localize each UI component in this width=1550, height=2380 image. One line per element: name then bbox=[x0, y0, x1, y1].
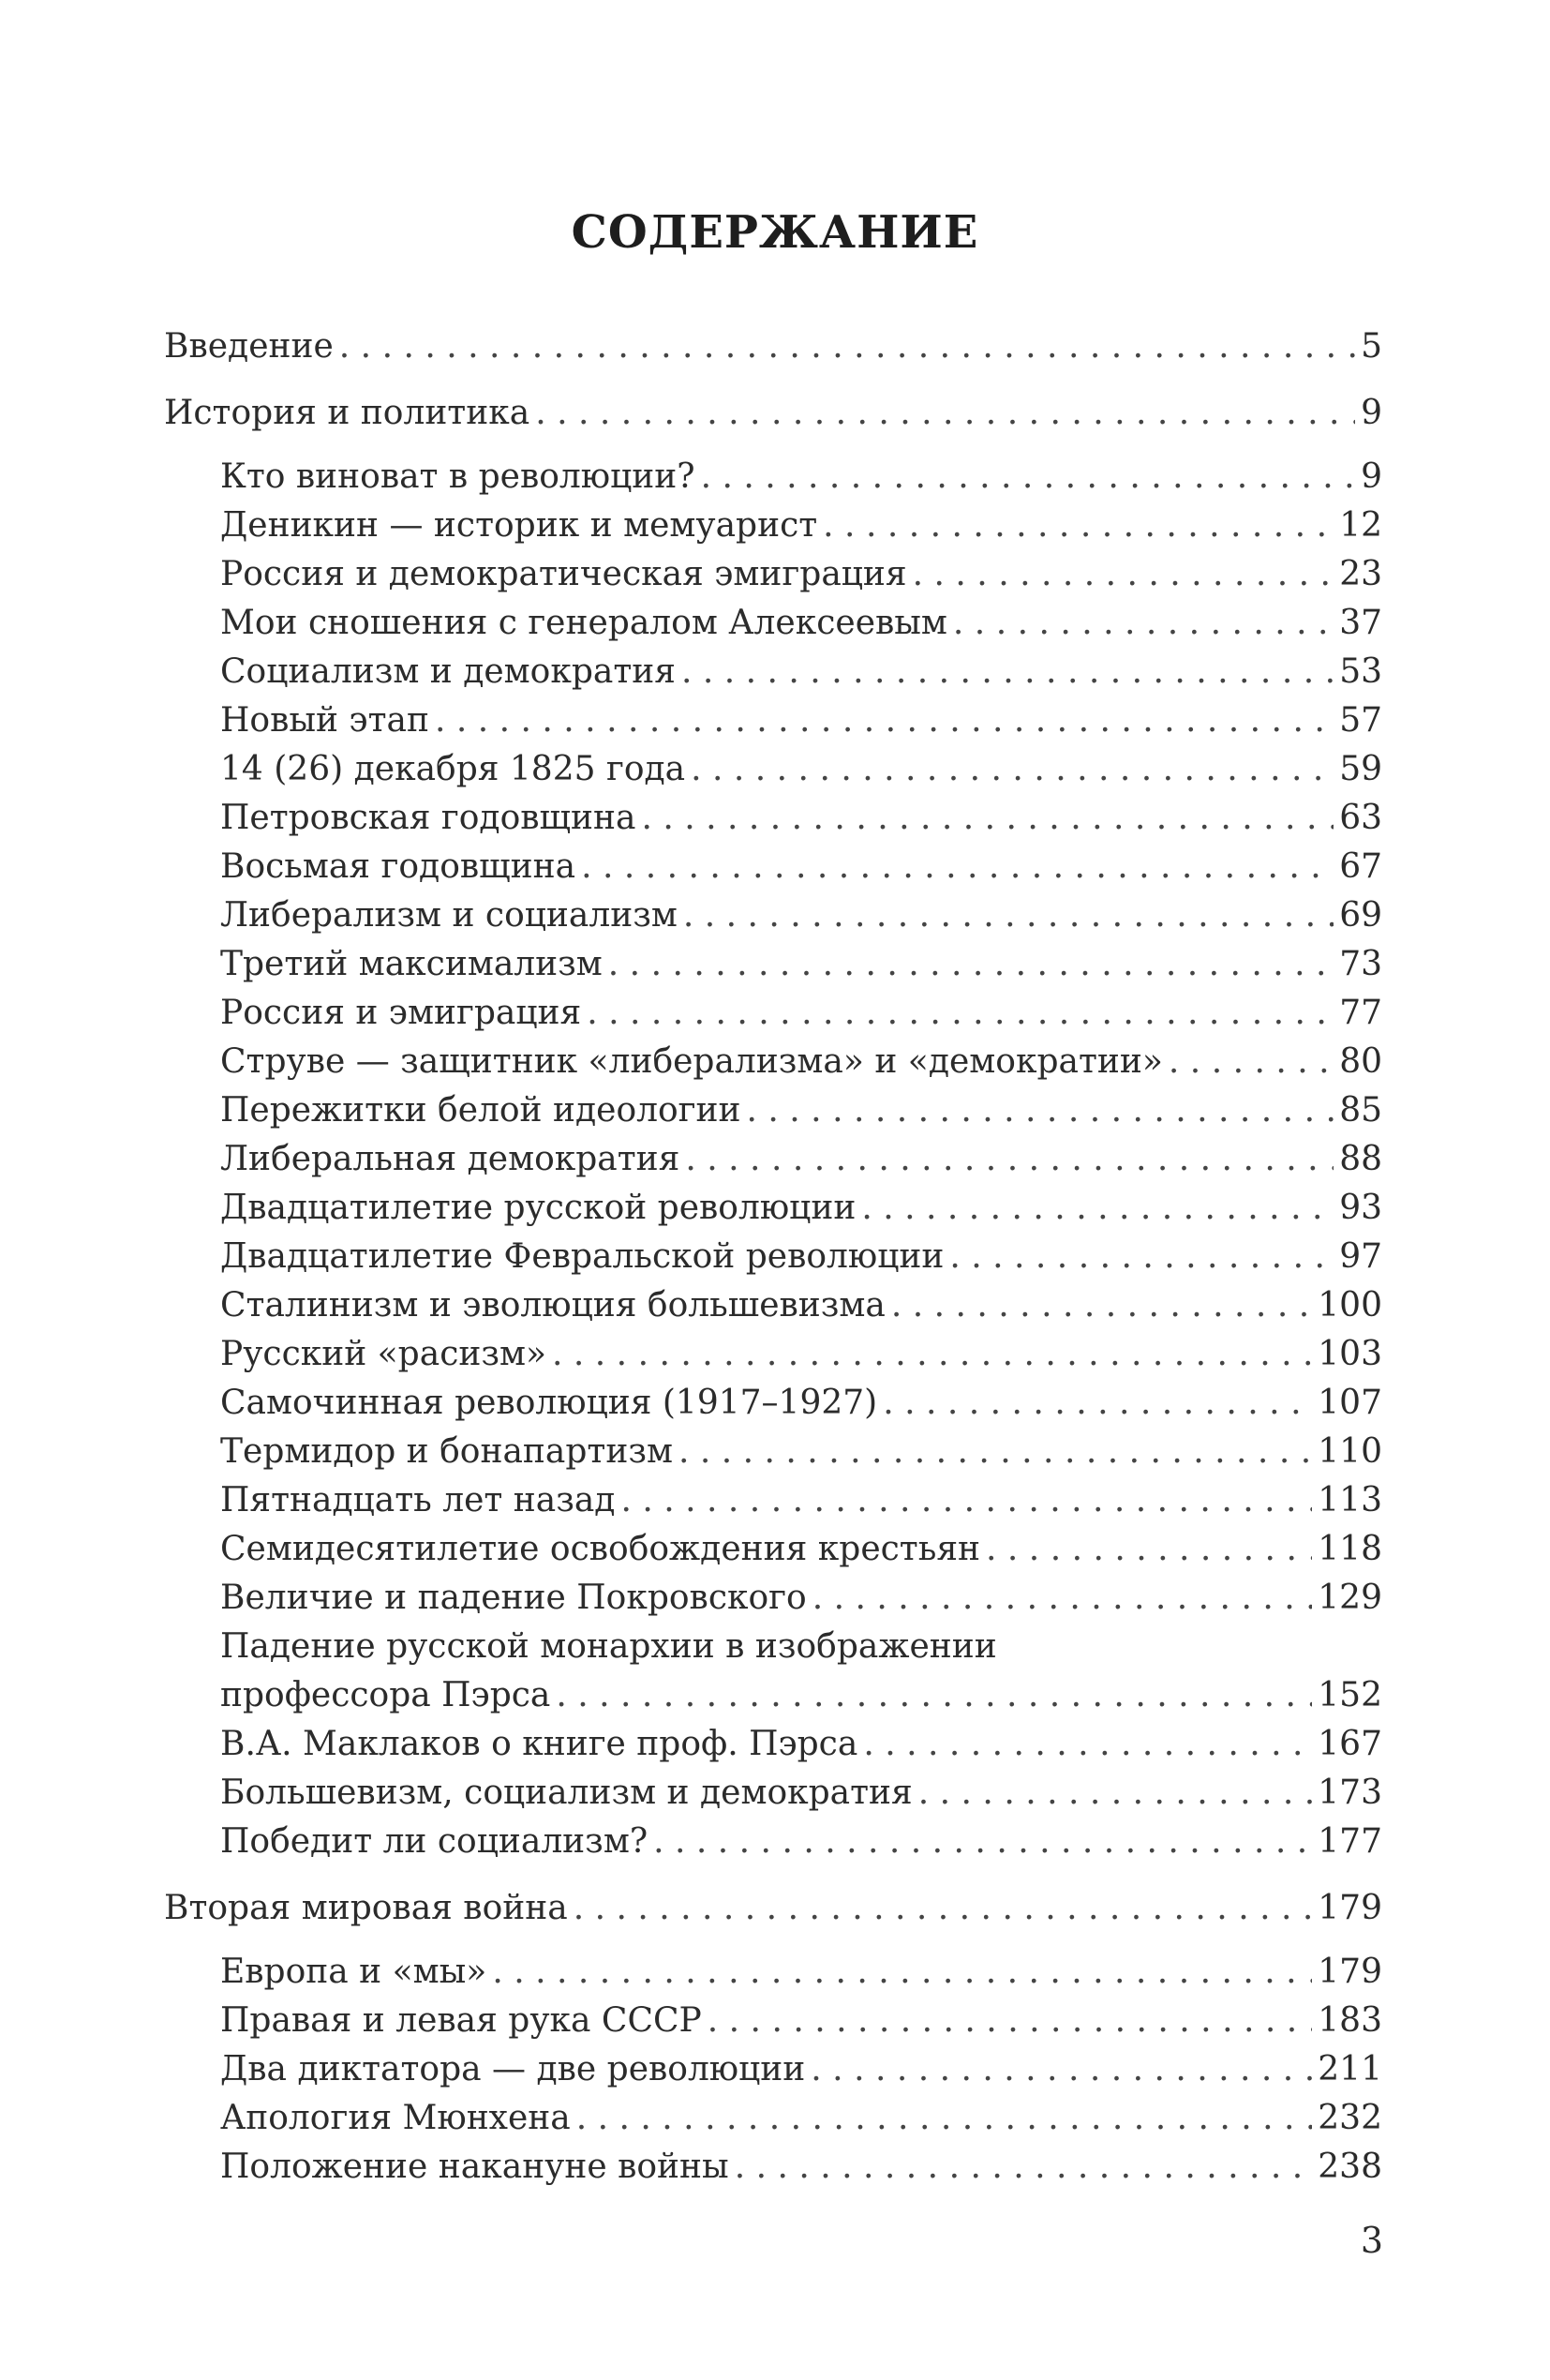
toc-entry-title: Правая и левая рука СССР bbox=[220, 2001, 702, 2040]
toc-entry bbox=[164, 1948, 1382, 1997]
toc-entry-page: 57 bbox=[1339, 701, 1382, 740]
toc-entry-page: 179 bbox=[1318, 1953, 1382, 1991]
toc-entry-page: 103 bbox=[1318, 1335, 1382, 1373]
dot-leader bbox=[653, 1818, 1312, 1866]
dot-leader bbox=[574, 1884, 1313, 1933]
dot-leader bbox=[891, 1281, 1312, 1330]
toc-entry-title: Введение bbox=[164, 327, 334, 366]
toc-entry bbox=[164, 322, 1382, 371]
dot-leader bbox=[708, 1997, 1313, 2045]
toc-entry-title: Апология Мюнхена bbox=[220, 2099, 571, 2137]
toc-entry-title: Два диктатора — две революции bbox=[220, 2050, 806, 2088]
toc-entry-title: История и политика bbox=[164, 394, 530, 432]
dot-leader bbox=[913, 550, 1334, 599]
dot-leader bbox=[620, 1476, 1312, 1525]
toc-entry-title: 14 (26) декабря 1825 года bbox=[220, 750, 686, 788]
toc-entry-page: 85 bbox=[1339, 1091, 1382, 1130]
dot-leader bbox=[701, 453, 1356, 501]
toc-entry bbox=[164, 745, 1382, 794]
toc-entry bbox=[164, 599, 1382, 648]
dot-leader bbox=[811, 2045, 1312, 2094]
toc-entry bbox=[164, 696, 1382, 745]
dot-leader bbox=[918, 1769, 1313, 1818]
toc-entry-page: 59 bbox=[1339, 750, 1382, 788]
toc-entry bbox=[164, 843, 1382, 891]
dot-leader bbox=[1169, 1038, 1334, 1086]
toc-entry-title: Либеральная демократия bbox=[220, 1140, 680, 1178]
toc-entry-page: 23 bbox=[1339, 555, 1382, 593]
dot-leader bbox=[986, 1525, 1312, 1574]
toc-entry-page: 179 bbox=[1318, 1889, 1382, 1927]
toc-entry-page: 77 bbox=[1339, 994, 1382, 1032]
dot-leader bbox=[608, 940, 1334, 989]
toc-entry bbox=[164, 794, 1382, 843]
toc-entry-title: Семидесятилетие освобождения крестьян bbox=[220, 1530, 981, 1568]
dot-leader bbox=[823, 501, 1334, 550]
toc-entry-page: 110 bbox=[1318, 1432, 1382, 1471]
dot-leader bbox=[883, 1379, 1312, 1428]
toc-entry-page: 37 bbox=[1339, 604, 1382, 642]
toc-entry bbox=[164, 1233, 1382, 1281]
dot-leader bbox=[556, 1671, 1312, 1720]
toc-entry-title: Социализм и демократия bbox=[220, 652, 676, 691]
toc-entry-title: Двадцатилетие русской революции bbox=[220, 1189, 857, 1227]
toc-entry bbox=[164, 1769, 1382, 1818]
toc-entry-title: Самочинная революция (1917–1927) bbox=[220, 1384, 878, 1422]
dot-leader bbox=[683, 891, 1334, 940]
toc-entry bbox=[164, 2094, 1382, 2143]
toc-entry bbox=[164, 1818, 1382, 1866]
dot-leader bbox=[339, 322, 1355, 371]
toc-entry-title: Двадцатилетие Февральской революции bbox=[220, 1237, 945, 1276]
toc-entry bbox=[164, 1379, 1382, 1428]
toc-entry bbox=[164, 1038, 1382, 1086]
toc-entry bbox=[164, 550, 1382, 599]
toc-entry-title: Восьмая годовщина bbox=[220, 847, 576, 886]
toc-entry-page: 63 bbox=[1339, 799, 1382, 837]
dot-leader bbox=[535, 389, 1355, 438]
dot-leader bbox=[949, 1233, 1334, 1281]
toc-entry bbox=[164, 1086, 1382, 1135]
toc-entry-title-cont: профессора Пэрса bbox=[220, 1676, 551, 1714]
toc-entry-title: Россия и эмиграция bbox=[220, 994, 582, 1032]
dot-leader bbox=[863, 1720, 1312, 1769]
toc-entry-title: Русский «расизм» bbox=[220, 1335, 547, 1373]
toc-entry bbox=[164, 1623, 1382, 1720]
toc-entry-page: 173 bbox=[1318, 1774, 1382, 1812]
toc-entry bbox=[164, 1574, 1382, 1623]
dot-leader bbox=[685, 1135, 1334, 1184]
toc-entry-page: 118 bbox=[1318, 1530, 1382, 1568]
toc-entry-page: 211 bbox=[1318, 2050, 1382, 2088]
toc-entry bbox=[164, 1997, 1382, 2045]
dot-leader bbox=[576, 2094, 1313, 2143]
toc-entry-page: 100 bbox=[1318, 1286, 1382, 1325]
toc-entry-page: 107 bbox=[1318, 1384, 1382, 1422]
toc-entry-title: Новый этап bbox=[220, 701, 429, 740]
toc-entry-title: Вторая мировая война bbox=[164, 1889, 568, 1927]
toc-entry-page: 238 bbox=[1318, 2148, 1382, 2186]
toc-entry bbox=[164, 1476, 1382, 1525]
toc-entry bbox=[164, 940, 1382, 989]
toc-entry bbox=[164, 2143, 1382, 2192]
dot-leader bbox=[735, 2143, 1313, 2192]
toc-entry-title: Пятнадцать лет назад bbox=[220, 1481, 616, 1519]
toc-entry bbox=[164, 389, 1382, 438]
toc-entry bbox=[164, 501, 1382, 550]
toc-entry-title: Пережитки белой идеологии bbox=[220, 1091, 741, 1130]
toc-entry-page: 177 bbox=[1318, 1822, 1382, 1861]
toc-entry-page: 232 bbox=[1318, 2099, 1382, 2137]
dot-leader bbox=[492, 1948, 1312, 1997]
dot-leader bbox=[435, 696, 1334, 745]
toc-entry-title: Струве — защитник «либерализма» и «демократии» bbox=[220, 1042, 1163, 1081]
toc-entry-page: 80 bbox=[1339, 1042, 1382, 1081]
dot-leader bbox=[552, 1330, 1312, 1379]
toc-entry-page: 113 bbox=[1318, 1481, 1382, 1519]
toc-entry-page: 129 bbox=[1318, 1579, 1382, 1617]
toc-entry-page: 93 bbox=[1339, 1189, 1382, 1227]
toc-entry-title: Победит ли социализм? bbox=[220, 1822, 648, 1861]
toc-entry-title: Деникин — историк и мемуарист bbox=[220, 506, 818, 545]
toc-entry bbox=[164, 1884, 1382, 1933]
toc-entry-title: Третий максимализм bbox=[220, 945, 603, 983]
toc-entry bbox=[164, 1330, 1382, 1379]
toc-entry-title: Сталинизм и эволюция большевизма bbox=[220, 1286, 886, 1325]
toc-entry-page: 69 bbox=[1339, 896, 1382, 935]
dot-leader bbox=[678, 1428, 1312, 1476]
dot-leader bbox=[953, 599, 1334, 648]
toc-entry-page: 88 bbox=[1339, 1140, 1382, 1178]
toc-entry-title: Россия и демократическая эмиграция bbox=[220, 555, 907, 593]
toc-entry bbox=[164, 1135, 1382, 1184]
toc-entry-title: Кто виноват в революции? bbox=[220, 457, 695, 496]
dot-leader bbox=[681, 648, 1334, 696]
toc-entry-page: 73 bbox=[1339, 945, 1382, 983]
dot-leader bbox=[861, 1184, 1334, 1233]
toc-entry-page: 167 bbox=[1318, 1725, 1382, 1763]
toc-entry-title: В.А. Маклаков о книге проф. Пэрса bbox=[220, 1725, 858, 1763]
toc-entry bbox=[164, 648, 1382, 696]
toc-entry bbox=[164, 891, 1382, 940]
dot-leader bbox=[812, 1574, 1313, 1623]
table-of-contents bbox=[164, 305, 1382, 2192]
toc-entry-page: 152 bbox=[1318, 1676, 1382, 1714]
toc-entry-page: 9 bbox=[1361, 394, 1382, 432]
toc-entry-page: 67 bbox=[1339, 847, 1382, 886]
toc-entry-title: Термидор и бонапартизм bbox=[220, 1432, 673, 1471]
toc-entry-page: 9 bbox=[1361, 457, 1382, 496]
toc-entry-page: 97 bbox=[1339, 1237, 1382, 1276]
toc-entry-title: Величие и падение Покровского bbox=[220, 1579, 807, 1617]
page-title: СОДЕРЖАНИЕ bbox=[571, 206, 979, 260]
toc-entry bbox=[164, 1428, 1382, 1476]
toc-entry bbox=[164, 1720, 1382, 1769]
toc-entry-title: Положение накануне войны bbox=[220, 2148, 729, 2186]
toc-entry-title: Большевизм, социализм и демократия bbox=[220, 1774, 913, 1812]
toc-entry-page: 12 bbox=[1339, 506, 1382, 545]
dot-leader bbox=[691, 745, 1334, 794]
dot-leader bbox=[747, 1086, 1334, 1135]
toc-entry-title: Либерализм и социализм bbox=[220, 896, 678, 935]
dot-leader bbox=[587, 989, 1334, 1038]
toc-entry bbox=[164, 453, 1382, 501]
toc-entry-title: Петровская годовщина bbox=[220, 799, 636, 837]
toc-entry-page: 5 bbox=[1361, 327, 1382, 366]
toc-entry bbox=[164, 2045, 1382, 2094]
toc-entry bbox=[164, 1525, 1382, 1574]
page-number: 3 bbox=[1360, 2220, 1383, 2261]
toc-entry-title: Европа и «мы» bbox=[220, 1953, 487, 1991]
toc-entry-page: 53 bbox=[1339, 652, 1382, 691]
toc-entry bbox=[164, 1184, 1382, 1233]
dot-leader bbox=[641, 794, 1334, 843]
toc-entry-title: Мои сношения с генералом Алексеевым bbox=[220, 604, 947, 642]
toc-entry-title: Падение русской монархии в изображении bbox=[220, 1627, 997, 1666]
dot-leader bbox=[581, 843, 1334, 891]
toc-entry-page: 183 bbox=[1318, 2001, 1382, 2040]
toc-entry bbox=[164, 1281, 1382, 1330]
toc-entry bbox=[164, 989, 1382, 1038]
